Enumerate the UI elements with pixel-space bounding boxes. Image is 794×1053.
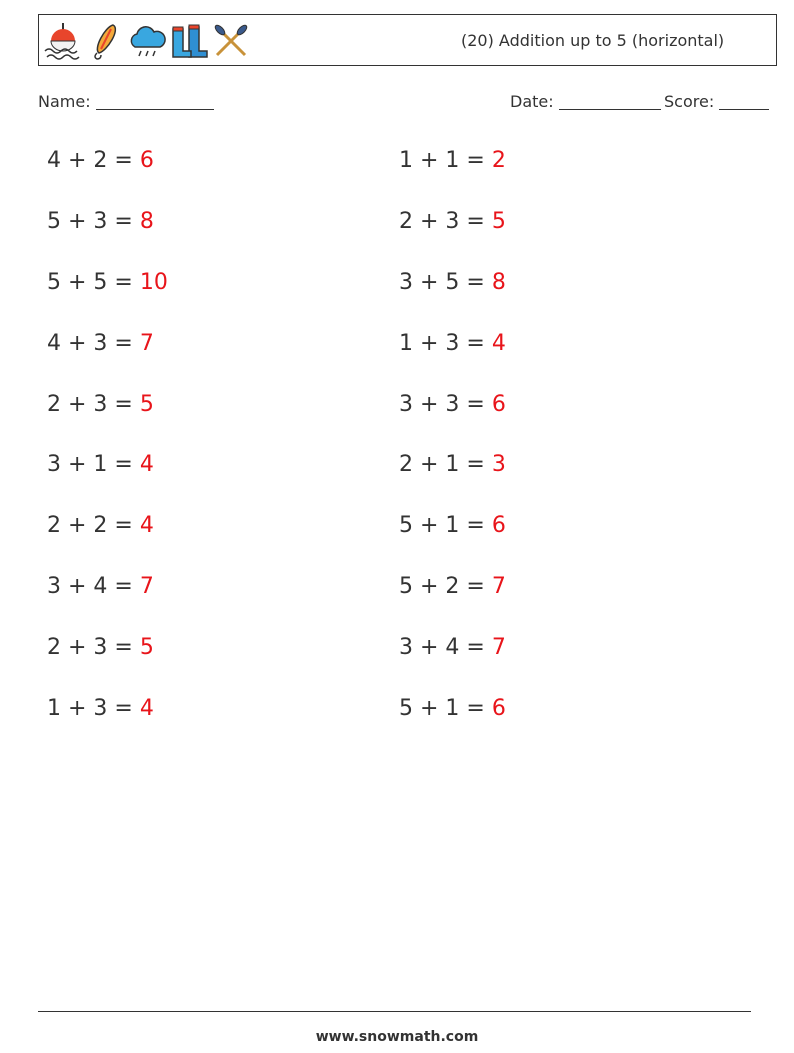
problem-item	[399, 513, 506, 538]
problem-answer: 5	[491, 209, 506, 234]
problem-answer: 10	[139, 270, 168, 295]
problem-question: 5 + 3 =	[47, 209, 133, 234]
problem-question: 1 + 3 =	[399, 331, 485, 356]
problem-question: 4 + 3 =	[47, 331, 133, 356]
problem-question: 3 + 4 =	[399, 635, 485, 660]
problem-question: 1 + 3 =	[47, 696, 133, 721]
footer-url[interactable]: www.snowmath.com	[315, 1029, 479, 1045]
rain-cloud-icon	[127, 21, 169, 61]
problem-item	[399, 574, 506, 599]
problem-item	[399, 331, 506, 356]
problem-question: 2 + 3 =	[47, 635, 133, 660]
problem-answer: 7	[491, 635, 506, 660]
problem-answer: 2	[491, 148, 506, 173]
problem-item	[47, 696, 154, 721]
problem-item	[47, 392, 154, 417]
problem-question: 2 + 3 =	[399, 209, 485, 234]
problem-question: 5 + 1 =	[399, 513, 485, 538]
problem-item	[399, 635, 506, 660]
problem-question: 5 + 5 =	[47, 270, 133, 295]
problem-item	[47, 331, 154, 356]
problem-question: 2 + 1 =	[399, 452, 485, 477]
problem-answer: 6	[491, 392, 506, 417]
fishing-lure-icon	[85, 21, 127, 61]
problem-item	[47, 270, 168, 295]
problem-item	[47, 574, 154, 599]
problem-item	[399, 270, 506, 295]
problem-question: 2 + 2 =	[47, 513, 133, 538]
problem-answer: 6	[491, 513, 506, 538]
problem-item	[399, 452, 506, 477]
problem-item	[47, 635, 154, 660]
problem-question: 3 + 4 =	[47, 574, 133, 599]
problem-answer: 4	[139, 696, 154, 721]
rubber-boots-icon	[169, 21, 211, 61]
problem-item	[47, 513, 154, 538]
score-field	[664, 92, 769, 111]
problem-answer: 8	[491, 270, 506, 295]
problem-question: 5 + 1 =	[399, 696, 485, 721]
problem-question: 3 + 5 =	[399, 270, 485, 295]
problem-answer: 5	[139, 392, 154, 417]
name-field	[38, 92, 214, 111]
problem-answer: 6	[491, 696, 506, 721]
score-blank[interactable]	[719, 93, 769, 110]
problem-answer: 7	[491, 574, 506, 599]
problem-item	[47, 148, 154, 173]
name-blank[interactable]	[96, 93, 214, 110]
problem-item	[47, 452, 154, 477]
problem-answer: 6	[139, 148, 154, 173]
date-field	[510, 92, 661, 111]
problem-item	[399, 392, 506, 417]
problem-question: 3 + 1 =	[47, 452, 133, 477]
problem-answer: 8	[139, 209, 154, 234]
problem-answer: 7	[139, 574, 154, 599]
problem-answer: 4	[491, 331, 506, 356]
problem-answer: 7	[139, 331, 154, 356]
problem-item	[399, 209, 506, 234]
problem-answer: 4	[139, 513, 154, 538]
date-label: Date:	[510, 92, 554, 111]
problem-item	[47, 209, 154, 234]
worksheet-header	[38, 14, 777, 66]
problem-item	[399, 696, 506, 721]
problem-item	[399, 148, 506, 173]
header-icons	[43, 21, 253, 61]
date-blank[interactable]	[559, 93, 661, 110]
crossed-oars-icon	[211, 21, 253, 61]
problem-question: 1 + 1 =	[399, 148, 485, 173]
footer-divider	[38, 1011, 751, 1012]
problem-question: 5 + 2 =	[399, 574, 485, 599]
problem-question: 4 + 2 =	[47, 148, 133, 173]
fishing-float-icon	[43, 21, 85, 61]
worksheet-title: (20) Addition up to 5 (horizontal)	[461, 31, 725, 50]
problem-answer: 3	[491, 452, 506, 477]
name-label: Name:	[38, 92, 91, 111]
problem-question: 2 + 3 =	[47, 392, 133, 417]
score-label: Score:	[664, 92, 715, 111]
problem-answer: 5	[139, 635, 154, 660]
problem-question: 3 + 3 =	[399, 392, 485, 417]
problem-answer: 4	[139, 452, 154, 477]
